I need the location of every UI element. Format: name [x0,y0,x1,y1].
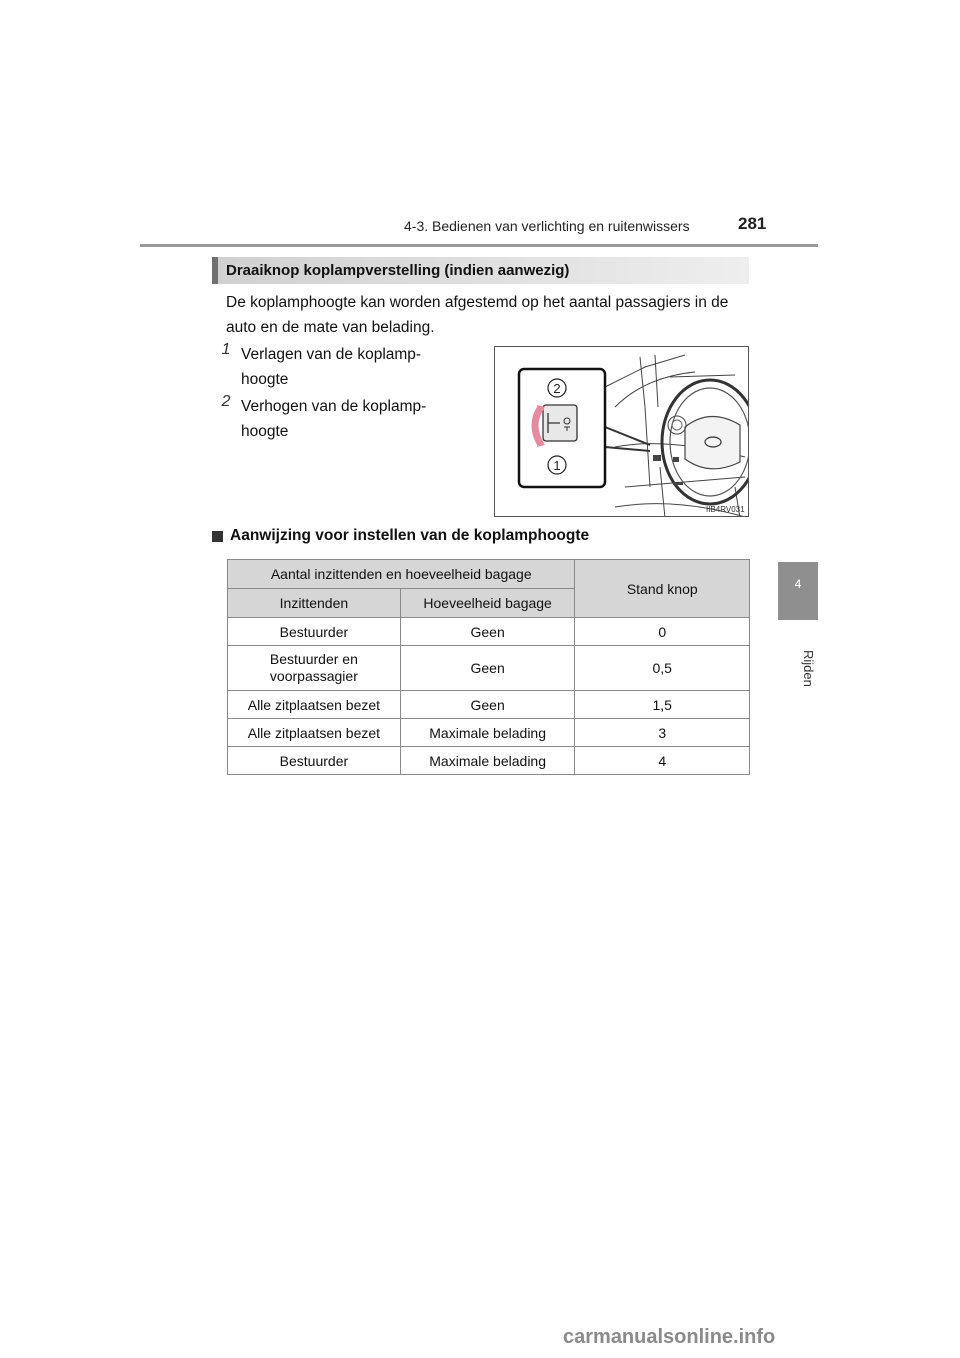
dashboard-illustration [494,346,749,517]
table-header-occupants: Inzittenden [228,589,401,618]
table-header-position: Stand knop [575,560,750,618]
section-title-accent [212,257,218,284]
cell-occupants [228,646,401,691]
section-title: Draaiknop koplampverstelling (indien aanwezig) [226,262,570,279]
callout-label: 2 [553,381,561,396]
table-header-group: Aantal inzittenden en hoeveelheid bagage [228,560,575,589]
cell-occupants: Alle zitplaatsen bezet [228,719,401,747]
cell-load: Geen [400,618,575,646]
step-text [241,394,461,444]
cell-load: Maximale belading [400,719,575,747]
table-row [228,618,750,646]
note-heading: Aanwijzing voor instellen van de koplamphoogte [230,527,590,544]
headlight-dial-drawing [495,347,749,517]
cell-occupants-text: Bestuurder en voorpassagier [269,651,358,684]
step-text-line: hoogte [241,371,289,388]
step-text-line: hoogte [241,423,289,440]
cell-occupants: Alle zitplaatsen bezet [228,691,401,719]
table-row [228,646,750,691]
step-text-line: Verlagen van de koplamp- [241,346,422,363]
footer-watermark: carmanualsonline.info [563,1326,776,1348]
header-divider [140,244,818,247]
callout-label: 1 [553,458,561,473]
cell-position: 4 [575,747,750,775]
table-row [228,747,750,775]
cell-load: Maximale belading [400,747,575,775]
step-number: 2 [221,393,231,410]
table-row [228,691,750,719]
table-header-load: Hoeveelheid bagage [400,589,575,618]
illustration-code: IIB4RV031 [706,505,745,514]
cell-occupants: Bestuurder [228,747,401,775]
cell-position: 3 [575,719,750,747]
cell-load: Geen [400,691,575,719]
table-row [228,719,750,747]
chapter-tab [778,562,818,620]
cell-position: 0,5 [575,646,750,691]
headlight-setting-table [227,559,750,775]
cell-occupants: Bestuurder [228,618,401,646]
step-text-line: Verhogen van de koplamp- [241,398,427,415]
step-number: 1 [221,341,231,358]
intro-paragraph: De koplamphoogte kan worden afgestemd op het aantal passagiers in de auto en de mate van belading. [226,294,729,336]
running-header: 4-3. Bedienen van verlichting en ruitenwissers [404,218,690,234]
chapter-tab-number: 4 [794,577,802,591]
step-text [241,342,461,392]
cell-load: Geen [400,646,575,691]
cell-position: 0 [575,618,750,646]
page-number: 281 [738,214,767,233]
chapter-tab-label: Rijden [801,650,816,687]
square-bullet-icon [212,531,223,542]
cell-position: 1,5 [575,691,750,719]
